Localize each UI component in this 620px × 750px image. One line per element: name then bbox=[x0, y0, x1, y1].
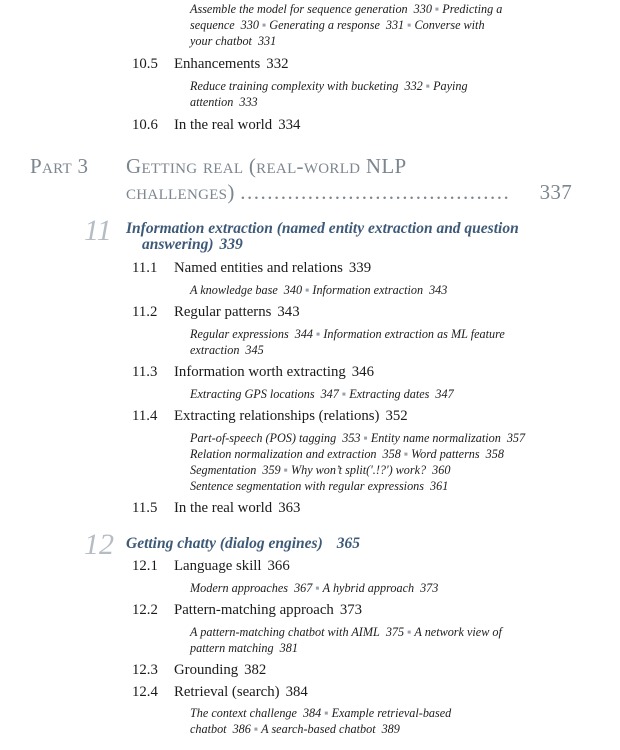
subtopic-item[interactable]: your chatbot 331 bbox=[190, 34, 277, 48]
page-number: 332 bbox=[266, 56, 289, 72]
subtopic-item[interactable]: A knowledge base 340 bbox=[190, 283, 303, 297]
section-number: 12.4 bbox=[132, 684, 158, 700]
section-number: 11.1 bbox=[132, 260, 158, 276]
subtopic-line bbox=[190, 625, 502, 640]
subtopic-line bbox=[190, 431, 525, 446]
page-number: 373 bbox=[339, 602, 363, 618]
subtopic-item[interactable]: Predicting a bbox=[442, 2, 503, 16]
part-title[interactable]: Getting real (real-world NLP bbox=[126, 154, 407, 178]
subtopic-item[interactable]: Reduce training complexity with bucketing 332 bbox=[190, 79, 423, 93]
page-number: 352 bbox=[385, 408, 408, 424]
subtopic-item[interactable]: Paying bbox=[433, 79, 468, 93]
page-number: 343 bbox=[277, 304, 300, 320]
chapter-title[interactable]: Information extraction (named entity extraction and question bbox=[126, 220, 519, 237]
subtopic-line bbox=[190, 387, 454, 402]
subtopic-line bbox=[190, 34, 276, 49]
subtopic-item[interactable]: Information extraction 343 bbox=[312, 283, 448, 297]
subtopic-item[interactable]: Generating a response 331 bbox=[269, 18, 405, 32]
subtopic-line bbox=[190, 463, 450, 478]
subtopic-item[interactable]: Entity name normalization 357 bbox=[370, 431, 526, 445]
subtopic-item[interactable]: A pattern-matching chatbot with AIML 375 bbox=[190, 625, 405, 639]
part-title-line2[interactable]: challenges) ........................................ 337 bbox=[126, 180, 572, 204]
separator-icon: ▪ bbox=[316, 327, 321, 341]
chapter-number: 12 bbox=[84, 528, 114, 561]
section-number: 12.2 bbox=[132, 602, 158, 618]
chapter-title-line2[interactable]: answering) 339 bbox=[142, 236, 243, 253]
toc-section-10-6[interactable] bbox=[132, 117, 300, 134]
part-label: Part 3 bbox=[30, 154, 89, 178]
separator-icon: ▪ bbox=[363, 431, 368, 445]
separator-icon: ▪ bbox=[341, 387, 347, 401]
section-number: 11.2 bbox=[132, 304, 158, 320]
separator-icon: ▪ bbox=[407, 18, 412, 32]
section-number: 11.3 bbox=[132, 364, 158, 380]
subtopic-line bbox=[190, 95, 258, 110]
section-title: Regular patterns bbox=[174, 304, 272, 320]
subtopic-item[interactable]: Word patterns 358 bbox=[411, 447, 504, 461]
toc-section-11-4[interactable] bbox=[132, 408, 408, 425]
subtopic-item[interactable]: Why won’t split('.!?') work? 360 bbox=[290, 463, 451, 477]
subtopic-line bbox=[190, 479, 448, 494]
section-title: Named entities and relations bbox=[174, 260, 343, 276]
subtopic-line bbox=[190, 283, 447, 298]
section-title: In the real world bbox=[174, 117, 273, 133]
subtopic-item[interactable]: Segmentation 359 bbox=[190, 463, 281, 477]
separator-icon: ▪ bbox=[305, 283, 310, 297]
subtopic-item[interactable]: sequence 330 bbox=[190, 18, 259, 32]
separator-icon: ▪ bbox=[261, 18, 267, 32]
separator-icon: ▪ bbox=[434, 2, 440, 16]
page-number: 334 bbox=[278, 117, 301, 133]
page-number: 384 bbox=[285, 684, 308, 700]
subtopic-item[interactable]: attention 333 bbox=[190, 95, 258, 109]
section-title: Language skill bbox=[174, 558, 262, 574]
toc-section-10-5[interactable] bbox=[132, 56, 289, 73]
section-number: 11.5 bbox=[132, 500, 158, 516]
toc-section-12-1[interactable] bbox=[132, 558, 290, 575]
leader-dots: ........................................ bbox=[240, 180, 511, 204]
section-title: Grounding bbox=[174, 662, 239, 678]
separator-icon: ▪ bbox=[315, 581, 320, 595]
subtopic-item[interactable]: Assemble the model for sequence generation 330 bbox=[190, 2, 432, 16]
subtopic-item[interactable]: Information extraction as ML feature bbox=[323, 327, 505, 341]
toc-section-12-4[interactable] bbox=[132, 684, 308, 701]
separator-icon: ▪ bbox=[407, 625, 412, 639]
toc-section-11-1[interactable] bbox=[132, 260, 371, 277]
subtopic-line bbox=[190, 641, 298, 656]
subtopic-item[interactable]: Example retrieval-based bbox=[331, 706, 452, 720]
section-number: 10.5 bbox=[132, 56, 158, 72]
section-number: 12.1 bbox=[132, 558, 158, 574]
subtopic-item[interactable]: A search-based chatbot 389 bbox=[261, 722, 400, 736]
subtopic-item[interactable]: Extracting GPS locations 347 bbox=[190, 387, 339, 401]
page-number: 365 bbox=[336, 535, 361, 552]
subtopic-item[interactable]: A hybrid approach 373 bbox=[322, 581, 439, 595]
section-title: Extracting relationships (relations) bbox=[174, 408, 380, 424]
subtopic-line bbox=[190, 447, 504, 462]
page-number: 366 bbox=[267, 558, 290, 574]
subtopic-item[interactable]: Modern approaches 367 bbox=[190, 581, 313, 595]
page-number: 382 bbox=[244, 662, 267, 678]
subtopic-item[interactable]: pattern matching 381 bbox=[190, 641, 298, 655]
page-number: 337 bbox=[539, 180, 572, 204]
subtopic-item[interactable]: Converse with bbox=[414, 18, 485, 32]
subtopic-line bbox=[190, 581, 438, 596]
toc-section-11-2[interactable] bbox=[132, 304, 300, 321]
subtopic-line bbox=[190, 18, 485, 33]
subtopic-line bbox=[190, 343, 264, 358]
subtopic-line bbox=[190, 2, 502, 17]
subtopic-item[interactable]: chatbot 386 bbox=[190, 722, 251, 736]
subtopic-line bbox=[190, 79, 468, 94]
subtopic-line bbox=[190, 706, 451, 721]
section-number: 11.4 bbox=[132, 408, 158, 424]
subtopic-item[interactable]: Sentence segmentation with regular expressions 361 bbox=[190, 479, 449, 493]
subtopic-item[interactable]: Part-of-speech (POS) tagging 353 bbox=[190, 431, 361, 445]
toc-section-11-3[interactable] bbox=[132, 364, 374, 381]
chapter-title[interactable]: Getting chatty (dialog engines) 365 bbox=[126, 535, 361, 552]
section-title: Retrieval (search) bbox=[174, 684, 280, 700]
section-title: Pattern-matching approach bbox=[174, 602, 334, 618]
section-number: 12.3 bbox=[132, 662, 158, 678]
subtopic-item[interactable]: Regular expressions 344 bbox=[190, 327, 314, 341]
page-number: 339 bbox=[348, 260, 372, 276]
section-title: Information worth extracting bbox=[174, 364, 346, 380]
page-number: 363 bbox=[278, 500, 301, 516]
section-number: 10.6 bbox=[132, 117, 158, 133]
subtopic-item[interactable]: A network view of bbox=[414, 625, 502, 639]
subtopic-item[interactable]: The context challenge 384 bbox=[190, 706, 322, 720]
subtopic-item[interactable]: extraction 345 bbox=[190, 343, 264, 357]
separator-icon: ▪ bbox=[283, 463, 288, 477]
chapter-number: 11 bbox=[84, 214, 112, 247]
section-title: Enhancements bbox=[174, 56, 261, 72]
separator-icon: ▪ bbox=[403, 447, 409, 461]
toc-section-11-5[interactable] bbox=[132, 500, 300, 517]
separator-icon: ▪ bbox=[253, 722, 259, 736]
toc-section-12-2[interactable] bbox=[132, 602, 362, 619]
toc-section-12-3[interactable] bbox=[132, 662, 266, 679]
subtopic-line bbox=[190, 327, 505, 342]
page-number: 339 bbox=[219, 236, 243, 253]
subtopic-item[interactable]: Extracting dates 347 bbox=[349, 387, 454, 401]
subtopic-item[interactable]: Relation normalization and extraction 358 bbox=[190, 447, 401, 461]
section-title: In the real world bbox=[174, 500, 273, 516]
subtopic-line bbox=[190, 722, 400, 737]
page-number: 346 bbox=[351, 364, 374, 380]
separator-icon: ▪ bbox=[425, 79, 431, 93]
separator-icon: ▪ bbox=[324, 706, 329, 720]
